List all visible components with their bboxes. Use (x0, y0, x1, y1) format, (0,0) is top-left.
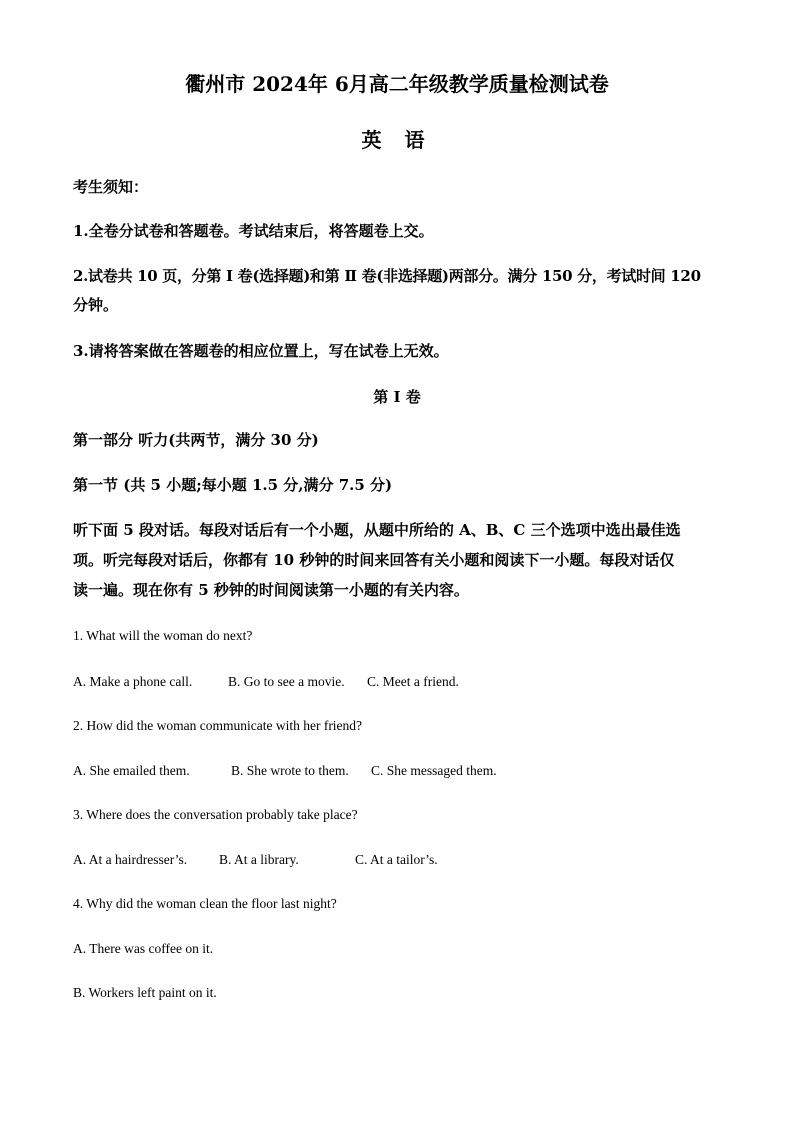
notice-item-2-line-1: 2.试卷共 10 页，分第 Ⅰ 卷(选择题)和第 Ⅱ 卷(非选择题)两部分。满分 150 分，考试时间 120 (73, 267, 701, 285)
question-2-stem: 2. How did the woman communicate with her friend? (73, 718, 363, 733)
question-2-option-b: B. She wrote to them. (231, 763, 349, 778)
question-2-option-a: A. She emailed them. (73, 763, 190, 778)
question-1-option-b: B. Go to see a movie. (228, 674, 345, 689)
instructions-line-2: 项。听完每段对话后，你都有 10 秒钟的时间来回答有关小题和阅读下一小题。每段对话仅 (73, 551, 675, 569)
question-1-stem: 1. What will the woman do next? (73, 628, 253, 643)
question-2-option-c: C. She messaged them. (371, 763, 497, 778)
question-4-stem: 4. Why did the woman clean the floor last night? (73, 896, 337, 911)
question-4-option-a: A. There was coffee on it. (73, 941, 214, 956)
subject-title: 英 语 (361, 128, 433, 152)
exam-title: 衢州市 2024年 6月高二年级教学质量检测试卷 (185, 72, 609, 96)
question-3-option-b: B. At a library. (219, 852, 299, 867)
notice-heading: 考生须知： (73, 178, 149, 196)
volume-heading: 第 I 卷 (373, 388, 421, 406)
question-3-option-c: C. At a tailor’s. (355, 852, 438, 867)
question-1-option-c: C. Meet a friend. (367, 674, 459, 689)
question-3-option-a: A. At a hairdresser’s. (73, 852, 188, 867)
question-4-option-b: B. Workers left paint on it. (73, 985, 217, 1000)
instructions-line-1: 听下面 5 段对话。每段对话后有一个小题，从题中所给的 A、B、C 三个选项中选出最佳选 (73, 521, 681, 539)
question-1-option-a: A. Make a phone call. (73, 674, 193, 689)
notice-item-2-line-2: 分钟。 (73, 296, 119, 314)
notice-item-3: 3.请将答案做在答题卷的相应位置上，写在试卷上无效。 (73, 342, 449, 360)
instructions-line-3: 读一遍。现在你有 5 秒钟的时间阅读第一小题的有关内容。 (73, 581, 469, 599)
section-1-heading: 第一节 (共 5 小题;每小题 1.5 分,满分 7.5 分) (73, 476, 393, 494)
question-3-stem: 3. Where does the conversation probably take place? (73, 807, 358, 822)
notice-item-1: 1.全卷分试卷和答题卷。考试结束后，将答题卷上交。 (73, 222, 434, 240)
part-1-heading: 第一部分 听力(共两节，满分 30 分) (73, 431, 319, 449)
